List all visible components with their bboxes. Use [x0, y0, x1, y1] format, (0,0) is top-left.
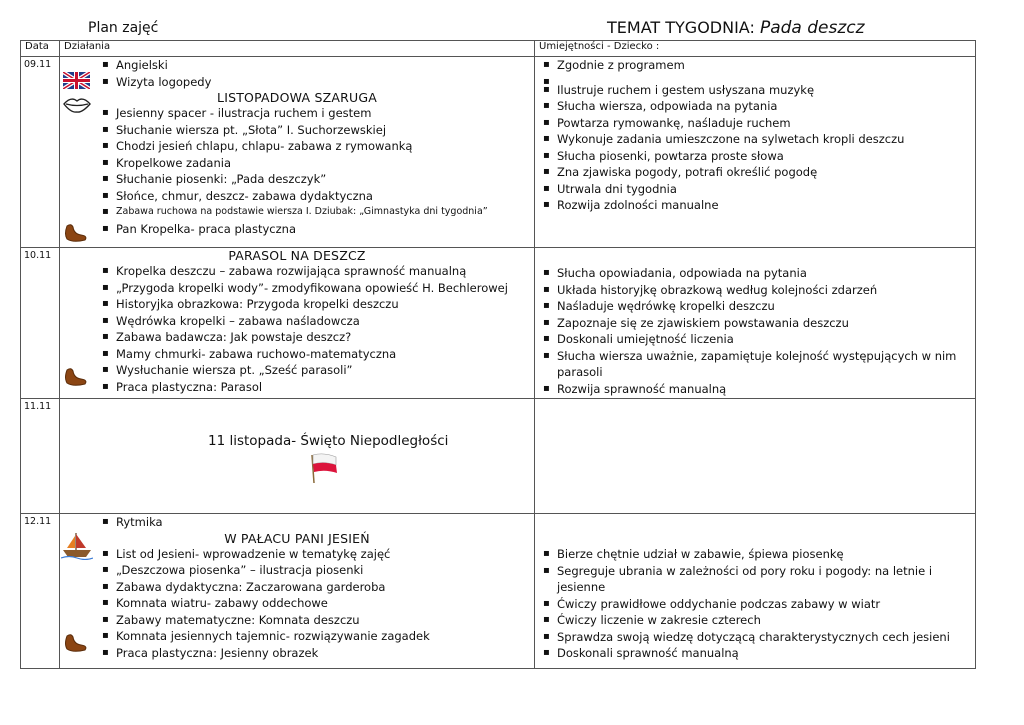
- list-item: ▪ Chodzi jesień chlapu, chlapu- zabawa z rymowanką: [116, 138, 534, 155]
- list-item: ▪ „Przygoda kropelki wody”- zmodyfikowana opowieść H. Bechlerowej: [116, 280, 534, 297]
- list-item: ▪ Rytmika: [116, 514, 534, 531]
- day-heading: PARASOL NA DESZCZ: [228, 248, 366, 263]
- list-item: ▪ Rozwija sprawność manualną: [557, 381, 975, 398]
- date-cell: 09.11: [21, 57, 60, 248]
- list-item: ▪ Zabawa ruchowa na podstawie wiersza I. Dziubak: „Gimnastyka dni tygodnia”: [116, 204, 534, 221]
- uk-flag-icon: [63, 72, 90, 89]
- list-item: ▪ Utrwala dni tygodnia: [557, 181, 975, 198]
- day-row-1111: [21, 399, 976, 514]
- list-item: ▪ Historyjka obrazkowa: Przygoda kropelki deszczu: [116, 296, 534, 313]
- list-item: ▪ Zgodnie z programem: [557, 57, 975, 74]
- list-item: ▪ Bierze chętnie udział w zabawie, śpiewa piosenkę: [557, 546, 975, 563]
- skills-list: [535, 514, 975, 662]
- activity-list: [60, 57, 534, 90]
- skills-cell: [535, 399, 976, 514]
- list-item: ▪ Angielski: [116, 57, 534, 74]
- list-item: ▪ Praca plastyczna: Parasol: [116, 379, 534, 396]
- day-row-0911: [21, 57, 976, 248]
- table-header-row: [21, 41, 976, 57]
- spacer: [557, 74, 975, 82]
- list-item: ▪ Ćwiczy liczenie w zakresie czterech: [557, 612, 975, 629]
- skills-cell: [535, 514, 976, 669]
- list-item: ▪ Komnata wiatru- zabawy oddechowe: [116, 595, 534, 612]
- list-item: ▪ Wizyta logopedy: [116, 74, 534, 91]
- list-item: ▪ Zapoznaje się ze zjawiskiem powstawania deszczu: [557, 315, 975, 332]
- list-item: ▪ Doskonali umiejętność liczenia: [557, 331, 975, 348]
- list-item: ▪ Słucha piosenki, powtarza proste słowa: [557, 148, 975, 165]
- list-item: ▪ Kropelka deszczu – zabawa rozwijająca sprawność manualną: [116, 263, 534, 280]
- day-row-1211: [21, 514, 976, 669]
- list-item: ▪ Sprawdza swoją wiedzę dotyczącą charakterystycznych cech jesieni: [557, 629, 975, 646]
- list-item: ▪ Słuchanie piosenki: „Pada deszczyk”: [116, 171, 534, 188]
- day-row-1011: [21, 248, 976, 399]
- list-item: ▪ Zabawa dydaktyczna: Zaczarowana garderoba: [116, 579, 534, 596]
- list-item: ▪ Komnata jesiennych tajemnic- rozwiązywanie zagadek: [116, 628, 534, 645]
- list-item: ▪ Słucha opowiadania, odpowiada na pytania: [557, 265, 975, 282]
- day-heading: LISTOPADOWA SZARUGA: [217, 90, 377, 105]
- footprint-icon: [61, 632, 89, 654]
- footprint-icon: [61, 222, 89, 244]
- list-item: ▪ Słuchanie wiersza pt. „Słota” I. Suchorzewskiej: [116, 122, 534, 139]
- list-item: ▪ Zna zjawiska pogody, potrafi określić pogodę: [557, 164, 975, 181]
- plan-title: Plan zajęć: [88, 20, 159, 36]
- date-cell: 11.11: [21, 399, 60, 514]
- day-heading: W PAŁACU PANI JESIEŃ: [224, 530, 370, 546]
- footprint-icon: [61, 366, 89, 388]
- list-item: ▪ Ćwiczy prawidłowe oddychanie podczas zabawy w wiatr: [557, 596, 975, 613]
- lips-icon: [62, 95, 92, 115]
- list-item: ▪ Naśladuje wędrówkę kropelki deszczu: [557, 298, 975, 315]
- list-item: ▪ Słońce, chmur, deszcz- zabawa dydaktyczna: [116, 188, 534, 205]
- list-item: ▪ Wykonuje zadania umieszczone na sylwetach kropli deszczu: [557, 131, 975, 148]
- date-cell: 12.11: [21, 514, 60, 669]
- list-item: ▪ Praca plastyczna: Jesienny obrazek: [116, 645, 534, 662]
- list-item: ▪ Wędrówka kropelki – zabawa naśladowcza: [116, 313, 534, 330]
- skills-list: [535, 57, 975, 214]
- list-item: ▪ Ilustruje ruchem i gestem usłyszana muzykę: [557, 82, 975, 99]
- col-skills-header: Umiejętności - Dziecko :: [535, 41, 976, 57]
- activity-list: [60, 546, 534, 662]
- skills-cell: [535, 57, 976, 248]
- list-item: ▪ Jesienny spacer - ilustracja ruchem i gestem: [116, 105, 534, 122]
- skills-list: [535, 248, 975, 397]
- activity-list: [60, 263, 534, 395]
- activities-cell: [60, 399, 535, 514]
- col-activities-header: Działania: [60, 41, 535, 57]
- list-item: ▪ Pan Kropelka- praca plastyczna: [116, 221, 534, 238]
- list-item: ▪ Rozwija zdolności manualne: [557, 197, 975, 214]
- list-item: ▪ „Deszczowa piosenka” – ilustracja piosenki: [116, 562, 534, 579]
- list-item: ▪ Zabawy matematyczne: Komnata deszczu: [116, 612, 534, 629]
- list-item: ▪ Doskonali sprawność manualną: [557, 645, 975, 662]
- activities-cell: [60, 248, 535, 399]
- week-label: TEMAT TYGODNIA:: [607, 18, 760, 37]
- week-topic: Pada deszcz: [759, 18, 865, 38]
- col-date-header: Data: [21, 41, 60, 57]
- plan-table: [20, 40, 976, 669]
- activities-cell: [60, 514, 535, 669]
- skills-cell: [535, 248, 976, 399]
- list-item: ▪ Segreguje ubrania w zależności od pory roku i pogody: na letnie i jesienne: [557, 563, 975, 596]
- list-item: ▪ List od Jesieni- wprowadzenie w tematykę zajęć: [116, 546, 534, 563]
- list-item: ▪ Zabawa badawcza: Jak powstaje deszcz?: [116, 329, 534, 346]
- week-title: [607, 18, 865, 38]
- activities-cell: [60, 57, 535, 248]
- date-cell: 10.11: [21, 248, 60, 399]
- list-item: ▪ Wysłuchanie wiersza pt. „Sześć parasoli”: [116, 362, 534, 379]
- activity-list: [60, 514, 534, 531]
- polish-flag-icon: [308, 451, 340, 485]
- list-item: ▪ Powtarza rymowankę, naśladuje ruchem: [557, 115, 975, 132]
- ship-icon: [61, 530, 93, 560]
- list-item: ▪ Mamy chmurki- zabawa ruchowo-matematyczna: [116, 346, 534, 363]
- list-item: ▪ Kropelkowe zadania: [116, 155, 534, 172]
- list-item: ▪ Układa historyjkę obrazkową według kolejności zdarzeń: [557, 282, 975, 299]
- holiday-title: 11 listopada- Święto Niepodległości: [208, 433, 449, 449]
- activity-list: [60, 105, 534, 237]
- list-item: ▪ Słucha wiersza, odpowiada na pytania: [557, 98, 975, 115]
- list-item: ▪ Słucha wiersza uważnie, zapamiętuje kolejność występujących w nim parasoli: [557, 348, 975, 381]
